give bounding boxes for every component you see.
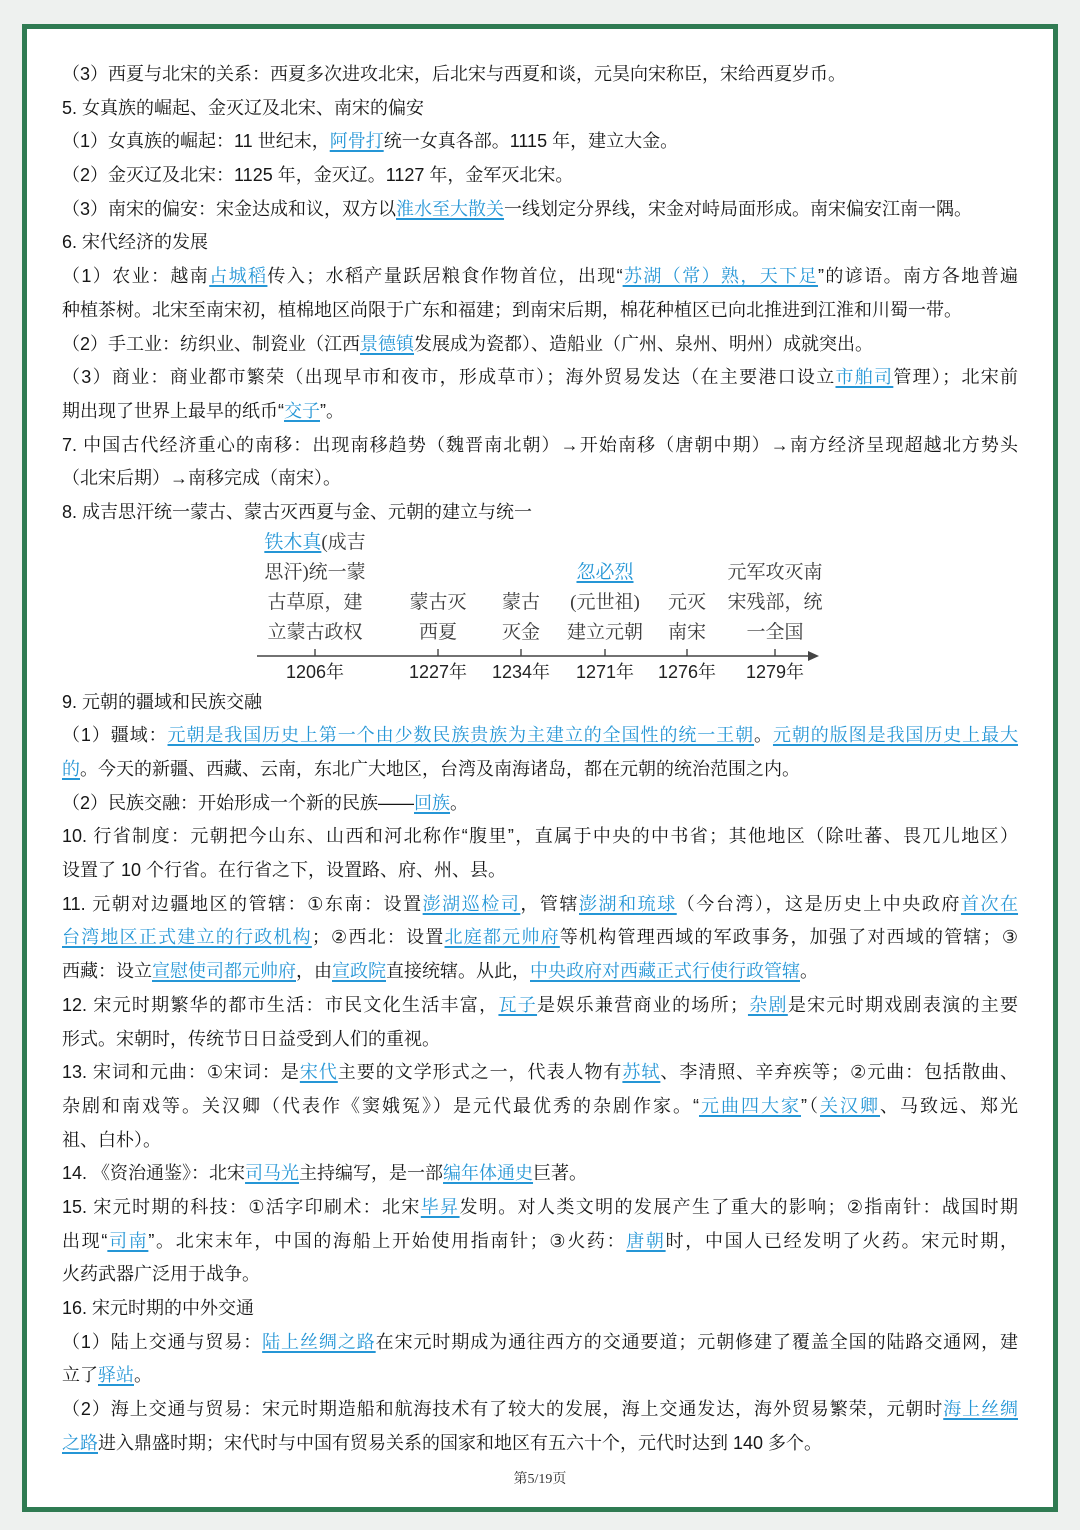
text-line [62, 955, 1018, 989]
text-run: (成吉 [321, 531, 366, 553]
text-run: ；②西北：设置 [311, 927, 445, 948]
timeline-event-text [401, 618, 475, 648]
text-run: 、马致远、郑光 [880, 1095, 1018, 1116]
text-run: 古草原，建 [267, 591, 363, 613]
text-run: 。 [450, 792, 469, 813]
text-run: 传入；水稻产量跃居粮食作物首位，出现“ [267, 266, 623, 287]
timeline-year: 1206年 [285, 661, 345, 682]
text-run: 时，中国人已经发明了火药。宋元时期， [665, 1230, 1019, 1251]
timeline-event-text [713, 588, 837, 618]
highlight-term: 关汉卿 [820, 1095, 880, 1116]
timeline-event-text [491, 588, 551, 618]
paragraph [62, 125, 1018, 159]
text-line [62, 686, 1018, 720]
text-run: （2）民族交融：开始形成一个新的民族—— [62, 792, 415, 813]
text-line [62, 1090, 1018, 1124]
text-run: （2）海上交通与贸易：宋元时期造船和航海技术有了较大的发展，海上交通发达，海外贸易繁荣，元朝时 [62, 1399, 944, 1420]
timeline-year: 1234年 [491, 661, 551, 682]
timeline-event [555, 530, 655, 648]
text-line [62, 226, 1018, 260]
highlight-term: 占城稻 [209, 266, 268, 287]
text-run: 11. 元朝对边疆地区的管辖：①东南：设置 [62, 893, 423, 914]
text-run: 。 [800, 961, 818, 982]
paragraph [62, 1292, 1018, 1326]
text-run: 。 [134, 1365, 152, 1386]
text-run: ”。 [320, 400, 344, 421]
text-run: 等机构管理西域的军政事务，加强了对西域的管辖；③ [559, 927, 1018, 948]
timeline-year: 1279年 [745, 661, 805, 682]
text-run: 杂剧和南戏等。关汉卿（代表作《窦娥冤》）是元代最优秀的杂剧作家。“ [62, 1095, 699, 1116]
text-run: （1）女真族的崛起：11 世纪末， [62, 131, 330, 152]
timeline-event [659, 530, 715, 648]
text-line [62, 1359, 1018, 1393]
paragraph [62, 159, 1018, 193]
paragraph [62, 260, 1018, 327]
text-run: 一全国 [746, 621, 804, 643]
text-line [62, 361, 1018, 395]
highlight-term: 元曲四大家 [699, 1095, 801, 1116]
timeline-event [713, 530, 837, 648]
paragraph [62, 58, 1018, 92]
text-run: （2）金灭辽及北宋：1125 年，金灭辽。1127 年，金军灭北宋。 [62, 165, 574, 186]
text-line [62, 753, 1018, 787]
paragraph [62, 1157, 1018, 1191]
timeline-event-text [250, 588, 380, 618]
text-line [62, 1124, 1018, 1158]
timeline-event-text [659, 618, 715, 648]
timeline-event-text [250, 558, 380, 588]
paragraph [62, 193, 1018, 227]
text-run: （3）西夏与北宋的关系：西夏多次进攻北宋，后北宋与西夏和谈，元昊向宋称臣，宋给西夏岁币。 [62, 64, 847, 84]
highlight-term: 澎湖巡检司 [422, 893, 521, 914]
highlight-term: 回族 [414, 792, 451, 813]
highlight-term: 毕昇 [420, 1196, 460, 1217]
text-run: ”的谚语。南方各地普遍 [818, 266, 1019, 287]
text-run: 建立元朝 [566, 621, 643, 643]
text-line [62, 260, 1018, 294]
text-run: 16. 宋元时期的中外交通 [62, 1298, 255, 1318]
text-run: 。今天的新疆、西藏、云南，东北广大地区，台湾及南海诸岛，都在元朝的统治范围之内。 [80, 759, 800, 779]
text-line [62, 496, 1018, 530]
highlight-term: 瓦子 [498, 994, 538, 1015]
highlight-term: 首次在 [960, 893, 1019, 914]
paragraph [62, 888, 1018, 989]
text-run: （3）南宋的偏安：宋金达成和议，双方以 [62, 198, 397, 219]
text-run: 主要的文学形式之一，代表人物有 [337, 1062, 623, 1083]
paragraph [62, 226, 1018, 260]
text-line [62, 58, 1018, 92]
text-run: ，由 [296, 961, 332, 982]
text-run: 进入鼎盛时期；宋代时与中国有贸易关系的国家和地区有五六十个，元代时达到 140 多个。 [98, 1432, 823, 1453]
text-run: 宋残部，统 [727, 591, 823, 613]
text-line [62, 1292, 1018, 1326]
text-run: 、李清照、辛弃疾等；②元曲：包括散曲、 [660, 1062, 1019, 1083]
text-line [62, 1258, 1018, 1292]
text-run: 灭金 [501, 621, 540, 643]
text-run: 是宋元时期戏剧表演的主要 [787, 994, 1019, 1015]
paragraph [62, 686, 1018, 720]
timeline-event-text [250, 618, 380, 648]
highlight-term: 编年体通史 [443, 1163, 534, 1184]
timeline-event-text [250, 528, 380, 558]
timeline-event-text [555, 558, 655, 588]
text-run: 蒙古 [501, 591, 540, 613]
text-line [62, 719, 1018, 753]
text-line [62, 1393, 1018, 1427]
highlight-term: 中央政府对西藏正式行使行政管辖 [530, 961, 800, 982]
text-run: 6. 宋代经济的发展 [62, 232, 209, 253]
timeline-event [250, 530, 380, 648]
text-run: 祖、白朴）。 [62, 1129, 161, 1150]
highlight-term: 宋代 [299, 1062, 338, 1083]
text-run: 一线划定分界线，宋金对峙局面形成。南宋偏安江南一隅。 [504, 198, 973, 219]
text-line [62, 1056, 1018, 1090]
timeline-event-text [401, 588, 475, 618]
text-run: （3）商业：商业都市繁荣（出现早市和夜市，形成草市）；海外贸易发达（在主要港口设立 [62, 367, 836, 388]
text-run: 种植茶树。北宋至南宋初，植棉地区尚限于广东和福建；到南宋后期，棉花种植区已向北推进到江淮和川蜀一带。 [62, 299, 962, 320]
highlight-term: 北庭都元帅府 [444, 927, 560, 948]
text-line [62, 1225, 1018, 1259]
text-run: 设置了 10 个行省。在行省之下，设置路、府、州、县。 [62, 860, 507, 881]
text-line [62, 787, 1018, 821]
text-run: 。 [754, 725, 773, 746]
timeline-year: 1271年 [575, 661, 635, 682]
text-run: 15. 宋元时期的科技：①活字印刷术：北宋 [62, 1196, 421, 1217]
text-run: （今台湾），这是历史上中央政府 [676, 893, 961, 914]
text-run: 8. 成吉思汗统一蒙古、蒙古灭西夏与金、元朝的建立与统一 [62, 501, 533, 522]
notes-section-upper [62, 58, 1018, 530]
text-run: 7. 中国古代经济重心的南移：出现南移趋势（魏晋南北朝）→开始南移（唐朝中期）→南方经济呈现超越北方势头 [62, 434, 1018, 455]
text-line [62, 125, 1018, 159]
paragraph [62, 1056, 1018, 1157]
paragraph [62, 1191, 1018, 1292]
text-run: 南宋 [667, 621, 706, 643]
highlight-term: 陆上丝绸之路 [262, 1331, 376, 1352]
text-run: （1）疆域： [62, 725, 168, 746]
highlight-term: 司马光 [245, 1163, 300, 1184]
paragraph [62, 361, 1018, 428]
text-line [62, 92, 1018, 126]
paragraph [62, 328, 1018, 362]
text-line [62, 159, 1018, 193]
text-run: 13. 宋词和元曲：①宋词：是 [62, 1062, 300, 1083]
text-line [62, 1023, 1018, 1057]
paragraph [62, 429, 1018, 496]
timeline-event-text [713, 618, 837, 648]
highlight-term: 台湾地区正式建立的行政机构 [62, 927, 312, 948]
text-line [62, 989, 1018, 1023]
text-run: 出现“ [62, 1230, 108, 1251]
highlight-term: 铁木真 [264, 531, 322, 553]
paragraph [62, 719, 1018, 786]
page-number: 第5/19页 [513, 1472, 567, 1487]
highlight-term: 忽必烈 [576, 561, 634, 583]
timeline-year: 1276年 [657, 661, 717, 682]
text-run: 发展成为瓷都）、造船业（广州、泉州、明州）成就突出。 [414, 333, 874, 354]
text-line [62, 193, 1018, 227]
notes-content [62, 58, 1018, 1460]
text-run: （北宋后期）→南移完成（南宋）。 [62, 468, 341, 489]
timeline-event-text [491, 618, 551, 648]
text-run: 发明。对人类文明的发展产生了重大的影响；②指南针：战国时期 [459, 1196, 1018, 1217]
text-run: (元世祖) [570, 591, 640, 613]
timeline-year: 1227年 [408, 661, 468, 682]
timeline-event [401, 530, 475, 648]
text-run: 立了 [62, 1365, 98, 1386]
paragraph [62, 989, 1018, 1056]
highlight-term: 唐朝 [626, 1230, 666, 1251]
highlight-term: 景德镇 [360, 333, 415, 354]
timeline-figure [62, 530, 1018, 686]
text-line [62, 328, 1018, 362]
text-line [62, 921, 1018, 955]
text-run: 管理）；北宋前 [893, 367, 1019, 388]
text-run: 西夏 [418, 621, 457, 643]
text-line [62, 1157, 1018, 1191]
highlight-term: 杂剧 [747, 994, 788, 1015]
timeline-event [491, 530, 551, 648]
highlight-term: 元朝的版图是我国历史上最大 [772, 725, 1019, 746]
paragraph [62, 1326, 1018, 1393]
text-run: 元灭 [667, 591, 706, 613]
paragraph [62, 92, 1018, 126]
text-run: 直接统辖。从此， [386, 961, 530, 982]
text-run: 蒙古灭 [409, 591, 467, 613]
timeline-event-text [555, 618, 655, 648]
highlight-term: 驿站 [98, 1365, 134, 1386]
highlight-term: 苏湖（常）熟，天下足 [622, 266, 819, 287]
text-run: （2）手工业：纺织业、制瓷业（江西 [62, 333, 361, 354]
text-run: ”。北宋末年，中国的海船上开始使用指南针；③火药： [148, 1230, 627, 1251]
notes-section-lower [62, 686, 1018, 1461]
highlight-term: 苏轼 [622, 1062, 661, 1083]
paragraph [62, 820, 1018, 887]
highlight-term: 淮水至大散关 [396, 198, 505, 219]
text-run: （1）陆上交通与贸易： [62, 1331, 263, 1352]
text-run: ，管辖 [520, 893, 580, 914]
highlight-term: 之路 [62, 1432, 98, 1453]
text-line [62, 429, 1018, 463]
text-line [62, 888, 1018, 922]
text-run: 9. 元朝的疆域和民族交融 [62, 691, 263, 712]
highlight-term: 宣慰使司都元帅府 [152, 961, 296, 982]
text-run: 14. 《资治通鉴》：北宋 [62, 1163, 246, 1184]
timeline-event-text [713, 558, 837, 588]
highlight-term: 市舶司 [835, 367, 894, 388]
text-line [62, 854, 1018, 888]
text-run: 5. 女真族的崛起、金灭辽及北宋、南宋的偏安 [62, 97, 425, 118]
text-line [62, 462, 1018, 496]
text-line [62, 820, 1018, 854]
text-run: 立蒙古政权 [267, 621, 363, 643]
text-run: 在宋元时期成为通往西方的交通要道；元朝修建了覆盖全国的陆路交通网，建 [375, 1331, 1019, 1352]
text-run: 元军攻灭南 [727, 561, 823, 583]
text-run: 主持编写，是一部 [299, 1163, 444, 1184]
text-run: 巨著。 [533, 1163, 588, 1184]
text-run: 12. 宋元时期繁华的都市生活：市民文化生活丰富， [62, 994, 499, 1015]
timeline-event-text [555, 588, 655, 618]
text-line [62, 1191, 1018, 1225]
text-run: 西藏：设立 [62, 961, 152, 982]
text-line [62, 294, 1018, 328]
text-run: 10. 行省制度：元朝把今山东、山西和河北称作“腹里”，直属于中央的中书省；其他地区（除吐蕃、畏兀儿地区） [62, 826, 1018, 847]
text-run: 形式。宋朝时，传统节日日益受到人们的重视。 [62, 1028, 440, 1049]
text-run: 思汗)统一蒙 [264, 561, 366, 583]
text-run: 是娱乐兼营商业的场所； [537, 994, 748, 1015]
text-run: 火药武器广泛用于战争。 [62, 1264, 260, 1285]
highlight-term: 澎湖和琉球 [579, 893, 677, 914]
highlight-term: 阿骨打 [329, 131, 384, 152]
highlight-term: 司南 [107, 1230, 149, 1251]
text-run: ”（ [801, 1095, 820, 1116]
highlight-term: 的 [62, 759, 80, 779]
text-run: 期出现了世界上最早的纸币“ [62, 400, 284, 421]
text-line [62, 1326, 1018, 1360]
paragraph [62, 1393, 1018, 1460]
highlight-term: 元朝是我国历史上第一个由少数民族贵族为主建立的全国性的统一王朝 [167, 725, 755, 746]
highlight-term: 宣政院 [332, 961, 386, 982]
text-run: 统一女真各部。1115 年，建立大金。 [383, 131, 679, 152]
text-run: （1）农业：越南 [62, 266, 210, 287]
highlight-term: 交子 [284, 400, 320, 421]
paragraph [62, 787, 1018, 821]
text-line [62, 395, 1018, 429]
text-line [62, 1427, 1018, 1461]
timeline-event-text [659, 588, 715, 618]
highlight-term: 海上丝绸 [943, 1399, 1018, 1420]
paragraph [62, 496, 1018, 530]
